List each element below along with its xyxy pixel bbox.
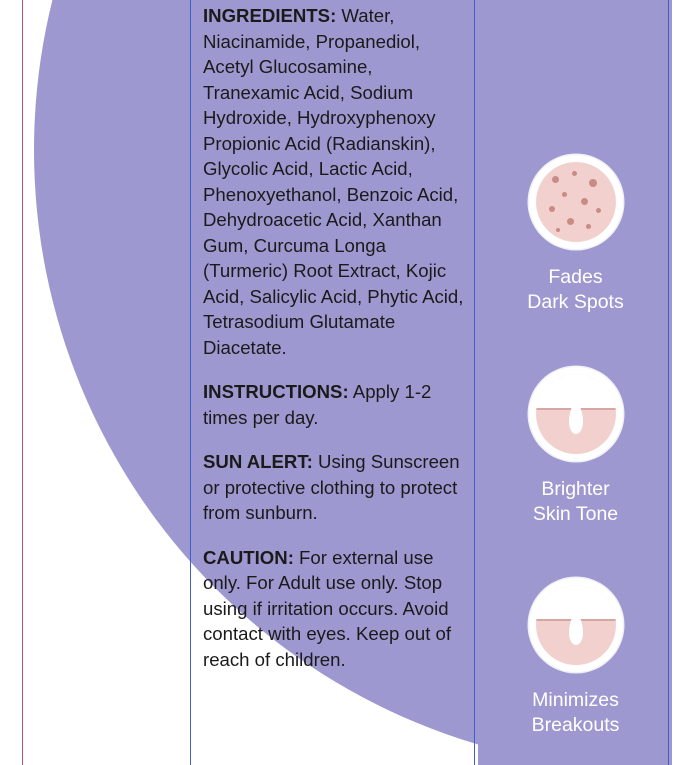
sparkle-icon-large: ✦ bbox=[553, 383, 568, 402]
benefit-label-minimizes-breakouts bbox=[483, 688, 668, 738]
benefit-label-line2: Skin Tone bbox=[532, 503, 619, 525]
benefit-label-fades-dark-spots bbox=[483, 265, 668, 315]
serum-drop-shape bbox=[569, 404, 583, 434]
sun-alert-paragraph bbox=[203, 449, 465, 526]
instructions-paragraph bbox=[203, 379, 465, 430]
divider-left-red bbox=[22, 0, 23, 765]
divider-text-column-right bbox=[474, 0, 475, 765]
benefit-label-line1: Fades bbox=[548, 266, 603, 288]
ingredients-paragraph bbox=[203, 3, 465, 360]
benefit-label-line2: Breakouts bbox=[531, 714, 620, 736]
benefit-item-brighter-skin-tone bbox=[483, 367, 668, 527]
breakouts-icon bbox=[529, 578, 623, 672]
benefit-label-line1: Brighter bbox=[541, 478, 610, 500]
instructions-body: Apply 1-2 times per day. bbox=[203, 381, 432, 428]
divider-text-column-left bbox=[190, 0, 191, 765]
pore-shape bbox=[569, 615, 583, 645]
sparkle-icon-small: ✦ bbox=[589, 391, 598, 401]
ingredients-heading: INGREDIENTS: bbox=[203, 5, 337, 26]
sun-alert-body: Using Sunscreen or protective clothing to protect from sunburn. bbox=[203, 451, 460, 523]
breakouts-icon-face bbox=[536, 585, 616, 665]
benefit-label-line2: Dark Spots bbox=[527, 291, 624, 313]
ingredients-body: Water, Niacinamide, Propanediol, Acetyl Glucosamine, Tranexamic Acid, Sodium Hydroxide, Hydroxyphenoxy Propionic Acid (Radianskin), Glycolic Acid, Lactic Acid, Phenoxyethanol, Benzoic Acid, Dehydroacetic Acid, Xanthan Gum, Curcuma Longa (Turmeric) Root Extract, Kojic Acid, Salicylic Acid, Phytic Acid, Tetrasodium Glutamate Diacetate. bbox=[203, 5, 464, 358]
benefits-column bbox=[483, 0, 668, 765]
caution-paragraph bbox=[203, 545, 465, 673]
brightening-drop-icon bbox=[529, 367, 623, 461]
brightening-drop-icon-face bbox=[536, 374, 616, 454]
page-right-margin bbox=[672, 0, 679, 765]
divider-right-blue bbox=[668, 0, 669, 765]
instructions-heading: INSTRUCTIONS: bbox=[203, 381, 349, 402]
sun-alert-heading: SUN ALERT: bbox=[203, 451, 313, 472]
label-text-column bbox=[203, 0, 465, 691]
caution-body: For external use only. For Adult use only. Stop using if irritation occurs. Avoid contact with eyes. Keep out of reach of children. bbox=[203, 546, 452, 670]
dark-spots-icon-face bbox=[536, 162, 616, 242]
benefit-item-fades-dark-spots bbox=[483, 155, 668, 315]
benefit-item-minimizes-breakouts bbox=[483, 578, 668, 738]
sparkle-icon-medium: ✦ bbox=[583, 379, 593, 391]
dark-spots-icon bbox=[529, 155, 623, 249]
benefit-label-line1: Minimizes bbox=[532, 689, 619, 711]
skin-upper-layer bbox=[536, 585, 616, 619]
benefit-label-brighter-skin-tone bbox=[483, 477, 668, 527]
skin-upper-layer bbox=[536, 374, 616, 408]
caution-heading: CAUTION: bbox=[203, 546, 294, 568]
